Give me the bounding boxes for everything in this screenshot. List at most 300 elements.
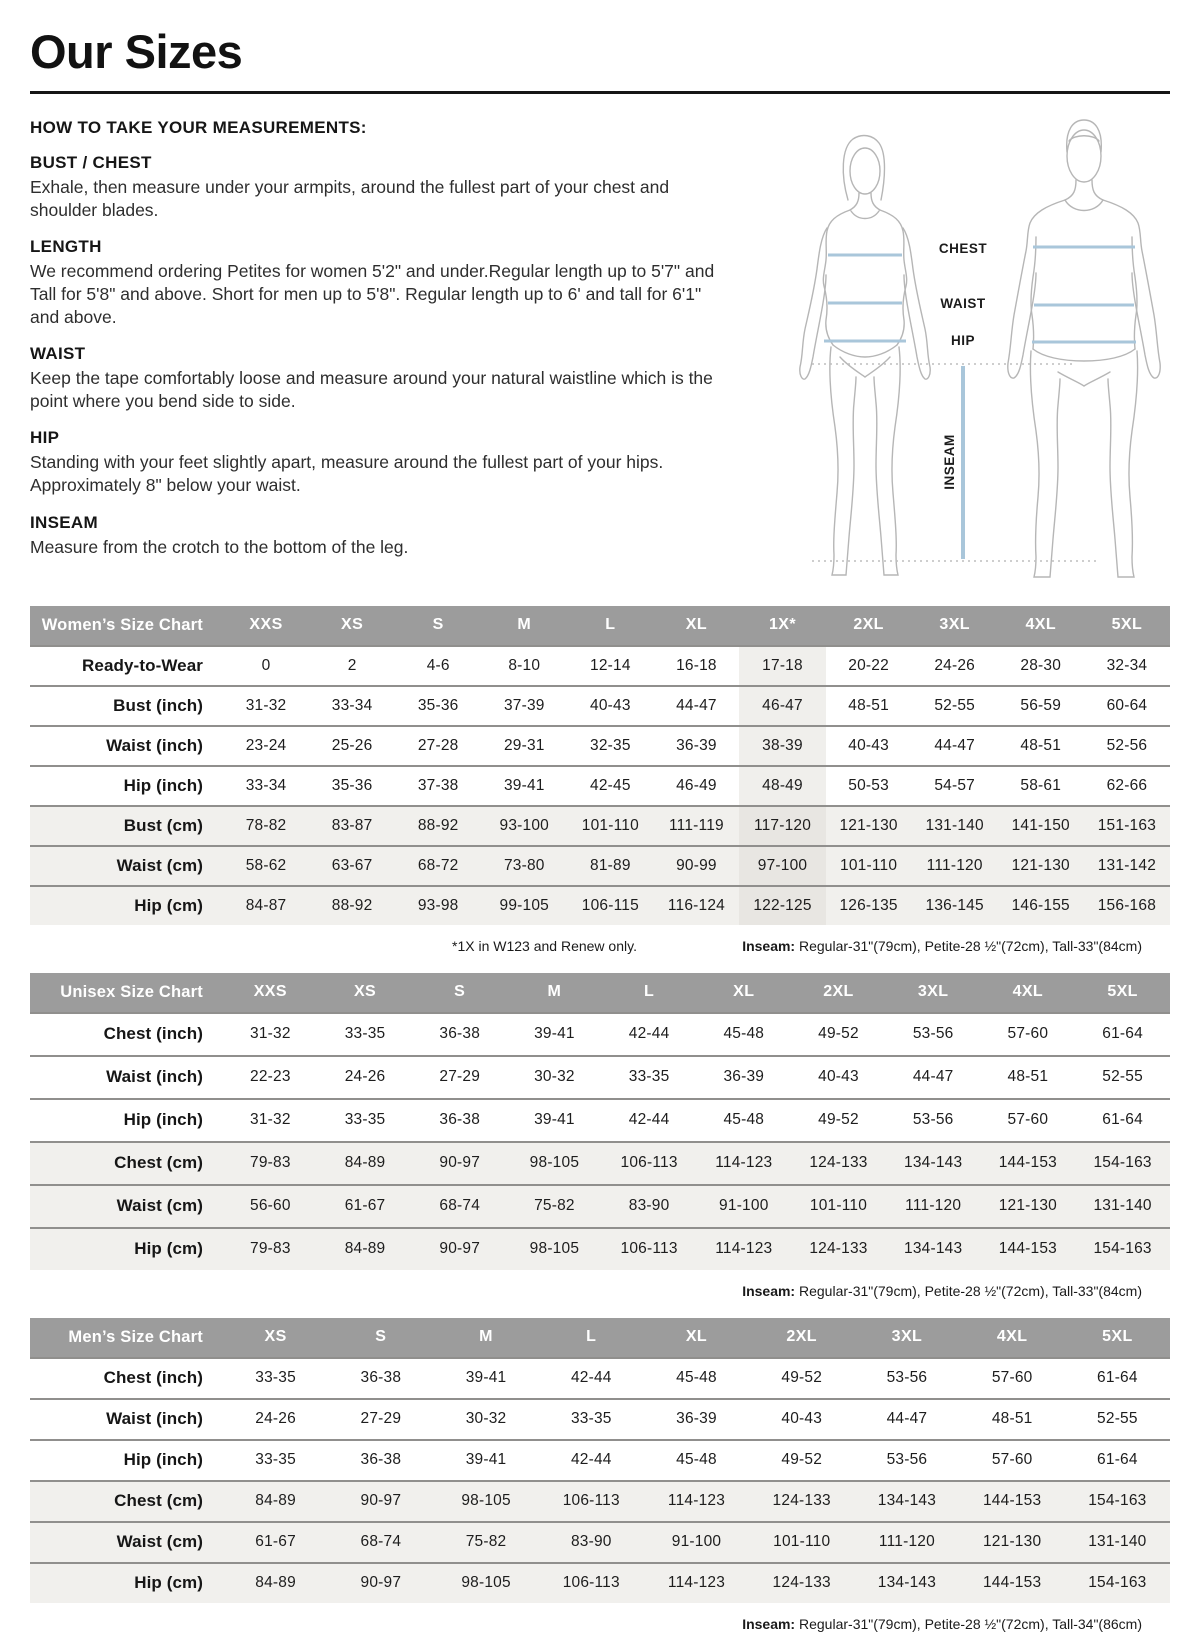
size-cell: 58-61 — [998, 766, 1084, 806]
column-header: 5XL — [1065, 1318, 1170, 1358]
size-cell: 49-52 — [749, 1358, 854, 1399]
table-row — [30, 1228, 1170, 1270]
size-cell: 42-44 — [602, 1099, 697, 1142]
column-header: XS — [309, 606, 395, 646]
size-cell: 45-48 — [644, 1440, 749, 1481]
size-cell: 46-49 — [653, 766, 739, 806]
male-figure-outline — [1008, 120, 1160, 577]
table-row — [30, 806, 1170, 846]
row-label: Bust (inch) — [30, 686, 223, 726]
size-cell: 84-89 — [318, 1228, 413, 1270]
size-cell: 156-168 — [1084, 886, 1170, 925]
size-cell: 52-56 — [1084, 726, 1170, 766]
size-cell: 121-130 — [998, 846, 1084, 886]
size-cell: 75-82 — [433, 1522, 538, 1563]
size-cell: 39-41 — [507, 1013, 602, 1056]
size-cell: 56-59 — [998, 686, 1084, 726]
size-cell: 114-123 — [644, 1481, 749, 1522]
size-cell: 134-143 — [886, 1142, 981, 1185]
size-cell: 54-57 — [912, 766, 998, 806]
size-cell: 126-135 — [826, 886, 912, 925]
size-cell: 12-14 — [567, 646, 653, 686]
unisex-chart-footnotes — [30, 1270, 1170, 1299]
size-cell: 50-53 — [826, 766, 912, 806]
section-label: INSEAM — [30, 512, 98, 532]
size-cell: 38-39 — [739, 726, 825, 766]
size-cell: 78-82 — [223, 806, 309, 846]
section-inseam — [30, 513, 770, 559]
size-cell: 58-62 — [223, 846, 309, 886]
size-cell: 124-133 — [749, 1481, 854, 1522]
row-label: Waist (inch) — [30, 1056, 223, 1099]
size-cell: 53-56 — [854, 1440, 959, 1481]
column-header: L — [602, 973, 697, 1013]
size-cell: 57-60 — [981, 1013, 1076, 1056]
size-cell: 27-29 — [412, 1056, 507, 1099]
size-cell: 101-110 — [567, 806, 653, 846]
size-cell: 27-29 — [328, 1399, 433, 1440]
size-cell: 46-47 — [739, 686, 825, 726]
size-cell: 99-105 — [481, 886, 567, 925]
womens-chart-footnotes — [30, 925, 1170, 954]
size-cell: 48-51 — [998, 726, 1084, 766]
size-cell: 131-142 — [1084, 846, 1170, 886]
size-cell: 93-100 — [481, 806, 567, 846]
size-cell: 28-30 — [998, 646, 1084, 686]
size-cell: 97-100 — [739, 846, 825, 886]
size-cell: 57-60 — [981, 1099, 1076, 1142]
title-divider — [30, 91, 1170, 94]
size-cell: 32-34 — [1084, 646, 1170, 686]
row-label: Hip (inch) — [30, 1440, 223, 1481]
size-cell: 117-120 — [739, 806, 825, 846]
size-cell: 68-74 — [412, 1185, 507, 1228]
size-cell: 114-123 — [644, 1563, 749, 1603]
size-cell: 40-43 — [749, 1399, 854, 1440]
unisex-size-chart-block — [30, 973, 1170, 1299]
size-cell: 121-130 — [981, 1185, 1076, 1228]
size-cell: 116-124 — [653, 886, 739, 925]
size-cell: 111-119 — [653, 806, 739, 846]
table-row — [30, 1013, 1170, 1056]
size-cell: 29-31 — [481, 726, 567, 766]
unisex-size-chart-container — [30, 973, 1170, 1270]
size-cell: 0 — [223, 646, 309, 686]
section-label: LENGTH — [30, 236, 102, 256]
size-cell: 84-89 — [318, 1142, 413, 1185]
size-cell: 111-120 — [886, 1185, 981, 1228]
table-row — [30, 1481, 1170, 1522]
table-row — [30, 846, 1170, 886]
size-cell: 4-6 — [395, 646, 481, 686]
header-row — [30, 1318, 1170, 1358]
row-label: Hip (cm) — [30, 1563, 223, 1603]
size-cell: 101-110 — [749, 1522, 854, 1563]
size-cell: 134-143 — [886, 1228, 981, 1270]
size-cell: 90-97 — [328, 1481, 433, 1522]
size-cell: 36-38 — [328, 1358, 433, 1399]
size-cell: 61-64 — [1065, 1358, 1170, 1399]
size-cell: 56-60 — [223, 1185, 318, 1228]
size-cell: 31-32 — [223, 1013, 318, 1056]
section-text: We recommend ordering Petites for women 5'2" and under.Regular length up to 5'7" and Tall for 5'8" and above. Short for men up to 5'8". Regular length up to 6' and tall for 6'1" and above. — [30, 260, 715, 328]
footnote-inseam-label: Inseam: — [742, 1615, 796, 1632]
size-cell: 24-26 — [318, 1056, 413, 1099]
size-cell: 35-36 — [395, 686, 481, 726]
footnote-inseam-text: Regular-31"(79cm), Petite-28 ½"(72cm), Tall-33"(84cm) — [795, 1282, 1142, 1299]
section-length — [30, 237, 770, 329]
size-cell: 23-24 — [223, 726, 309, 766]
size-cell: 33-35 — [318, 1013, 413, 1056]
column-header: M — [481, 606, 567, 646]
size-cell: 88-92 — [395, 806, 481, 846]
size-cell: 39-41 — [481, 766, 567, 806]
size-cell: 48-49 — [739, 766, 825, 806]
size-cell: 53-56 — [854, 1358, 959, 1399]
size-cell: 144-153 — [981, 1142, 1076, 1185]
size-cell: 141-150 — [998, 806, 1084, 846]
size-cell: 90-97 — [328, 1563, 433, 1603]
size-cell: 52-55 — [1075, 1056, 1170, 1099]
column-header: 1X* — [739, 606, 825, 646]
size-cell: 79-83 — [223, 1228, 318, 1270]
section-label: WAIST — [30, 344, 86, 364]
measurement-guide-section — [30, 114, 1170, 587]
size-cell: 106-113 — [602, 1142, 697, 1185]
column-header: M — [507, 973, 602, 1013]
size-cell: 73-80 — [481, 846, 567, 886]
size-cell: 27-28 — [395, 726, 481, 766]
size-cell: 101-110 — [826, 846, 912, 886]
size-cell: 39-41 — [507, 1099, 602, 1142]
size-cell: 36-38 — [328, 1440, 433, 1481]
size-cell: 62-66 — [1084, 766, 1170, 806]
size-cell: 90-99 — [653, 846, 739, 886]
size-cell: 52-55 — [1065, 1399, 1170, 1440]
size-cell: 32-35 — [567, 726, 653, 766]
size-cell: 37-38 — [395, 766, 481, 806]
size-cell: 40-43 — [791, 1056, 886, 1099]
size-cell: 33-35 — [602, 1056, 697, 1099]
size-cell: 39-41 — [433, 1440, 538, 1481]
size-cell: 44-47 — [653, 686, 739, 726]
size-cell: 57-60 — [960, 1440, 1065, 1481]
footnote-inseam-text: Regular-31"(79cm), Petite-28 ½"(72cm), Tall-34"(86cm) — [795, 1615, 1142, 1632]
size-cell: 63-67 — [309, 846, 395, 886]
size-cell: 134-143 — [854, 1481, 959, 1522]
size-cell: 49-52 — [749, 1440, 854, 1481]
size-cell: 98-105 — [433, 1481, 538, 1522]
size-cell: 111-120 — [912, 846, 998, 886]
size-cell: 45-48 — [696, 1099, 791, 1142]
footnote-inseam-label: Inseam: — [742, 1282, 796, 1299]
size-cell: 114-123 — [696, 1142, 791, 1185]
size-cell: 83-87 — [309, 806, 395, 846]
unisex-size-chart — [30, 973, 1170, 1270]
mens-chart-footnotes — [30, 1603, 1170, 1632]
size-cell: 24-26 — [912, 646, 998, 686]
size-cell: 131-140 — [1065, 1522, 1170, 1563]
row-label: Bust (cm) — [30, 806, 223, 846]
size-cell: 79-83 — [223, 1142, 318, 1185]
section-text: Standing with your feet slightly apart, measure around the fullest part of your hips. Approximately 8" below your waist. — [30, 452, 664, 496]
footnote-1x: *1X in W123 and Renew only. — [452, 937, 637, 954]
size-cell: 42-45 — [567, 766, 653, 806]
row-label: Waist (cm) — [30, 846, 223, 886]
size-cell: 83-90 — [539, 1522, 644, 1563]
size-cell: 33-35 — [539, 1399, 644, 1440]
section-bust-chest — [30, 153, 770, 222]
size-cell: 16-18 — [653, 646, 739, 686]
row-label: Ready-to-Wear — [30, 646, 223, 686]
column-header: L — [567, 606, 653, 646]
section-text: Measure from the crotch to the bottom of the leg. — [30, 536, 409, 557]
inseam-label: INSEAM — [942, 433, 957, 490]
chest-label: CHEST — [938, 240, 988, 256]
column-header: XL — [696, 973, 791, 1013]
size-cell: 61-67 — [318, 1185, 413, 1228]
size-cell: 84-89 — [223, 1563, 328, 1603]
column-header: XXS — [223, 606, 309, 646]
size-cell: 44-47 — [912, 726, 998, 766]
size-cell: 144-153 — [960, 1563, 1065, 1603]
size-cell: 106-113 — [602, 1228, 697, 1270]
column-header: M — [433, 1318, 538, 1358]
size-cell: 90-97 — [412, 1142, 507, 1185]
size-cell: 124-133 — [791, 1142, 886, 1185]
size-cell: 31-32 — [223, 686, 309, 726]
size-cell: 60-64 — [1084, 686, 1170, 726]
mens-size-chart — [30, 1318, 1170, 1603]
size-cell: 40-43 — [826, 726, 912, 766]
column-header: 5XL — [1084, 606, 1170, 646]
size-cell: 48-51 — [826, 686, 912, 726]
size-cell: 91-100 — [644, 1522, 749, 1563]
size-cell: 36-39 — [653, 726, 739, 766]
womens-size-chart-container — [30, 606, 1170, 925]
column-header: S — [412, 973, 507, 1013]
size-cell: 61-64 — [1075, 1099, 1170, 1142]
row-label: Chest (inch) — [30, 1013, 223, 1056]
mens-size-chart-container — [30, 1318, 1170, 1603]
size-cell: 61-64 — [1065, 1440, 1170, 1481]
size-cell: 33-34 — [309, 686, 395, 726]
page-title: Our Sizes — [30, 25, 243, 78]
row-label: Chest (cm) — [30, 1142, 223, 1185]
size-cell: 106-113 — [539, 1563, 644, 1603]
body-measurement-diagram — [770, 114, 1170, 587]
row-label: Hip (inch) — [30, 766, 223, 806]
column-header: 2XL — [826, 606, 912, 646]
size-cell: 45-48 — [644, 1358, 749, 1399]
section-text: Keep the tape comfortably loose and measure around your natural waistline which is the point where you bend side to side. — [30, 368, 713, 412]
table-row — [30, 766, 1170, 806]
size-cell: 31-32 — [223, 1099, 318, 1142]
section-hip — [30, 428, 770, 497]
size-cell: 61-67 — [223, 1522, 328, 1563]
column-header: 2XL — [791, 973, 886, 1013]
size-cell: 22-23 — [223, 1056, 318, 1099]
table-row — [30, 726, 1170, 766]
row-label: Hip (cm) — [30, 886, 223, 925]
size-cell: 134-143 — [854, 1563, 959, 1603]
size-cell: 131-140 — [1075, 1185, 1170, 1228]
header-row — [30, 973, 1170, 1013]
size-cell: 36-39 — [644, 1399, 749, 1440]
size-cell: 136-145 — [912, 886, 998, 925]
footnote-inseam — [742, 938, 1142, 954]
size-cell: 81-89 — [567, 846, 653, 886]
column-header: L — [539, 1318, 644, 1358]
size-cell: 35-36 — [309, 766, 395, 806]
size-cell: 83-90 — [602, 1185, 697, 1228]
column-header: 5XL — [1075, 973, 1170, 1013]
size-cell: 20-22 — [826, 646, 912, 686]
size-cell: 53-56 — [886, 1013, 981, 1056]
size-cell: 2 — [309, 646, 395, 686]
size-cell: 48-51 — [981, 1056, 1076, 1099]
footnote-inseam-label: Inseam: — [742, 937, 796, 954]
table-row — [30, 1522, 1170, 1563]
header-row — [30, 606, 1170, 646]
section-label: BUST / CHEST — [30, 152, 152, 172]
footnote-inseam — [742, 1283, 1142, 1299]
size-cell: 36-39 — [696, 1056, 791, 1099]
column-header: XS — [223, 1318, 328, 1358]
size-cell: 44-47 — [886, 1056, 981, 1099]
row-label: Waist (cm) — [30, 1522, 223, 1563]
size-cell: 36-38 — [412, 1099, 507, 1142]
size-cell: 42-44 — [539, 1440, 644, 1481]
female-figure-outline — [800, 135, 930, 574]
table-row — [30, 1358, 1170, 1399]
size-cell: 25-26 — [309, 726, 395, 766]
size-cell: 37-39 — [481, 686, 567, 726]
table-row — [30, 1563, 1170, 1603]
size-cell: 42-44 — [602, 1013, 697, 1056]
table-row — [30, 886, 1170, 925]
table-row — [30, 1440, 1170, 1481]
size-cell: 17-18 — [739, 646, 825, 686]
row-label: Chest (cm) — [30, 1481, 223, 1522]
size-cell: 33-35 — [318, 1099, 413, 1142]
table-row — [30, 686, 1170, 726]
column-header: XL — [644, 1318, 749, 1358]
size-cell: 42-44 — [539, 1358, 644, 1399]
size-cell: 122-125 — [739, 886, 825, 925]
section-waist — [30, 344, 770, 413]
size-cell: 68-72 — [395, 846, 481, 886]
row-label: Chest (inch) — [30, 1358, 223, 1399]
column-header: 4XL — [998, 606, 1084, 646]
measurement-instructions — [30, 114, 770, 587]
table-row — [30, 1399, 1170, 1440]
column-header: 3XL — [854, 1318, 959, 1358]
size-cell: 101-110 — [791, 1185, 886, 1228]
table-row — [30, 1142, 1170, 1185]
column-header: 2XL — [749, 1318, 854, 1358]
size-cell: 24-26 — [223, 1399, 328, 1440]
hip-label: HIP — [950, 332, 976, 348]
size-cell: 49-52 — [791, 1013, 886, 1056]
size-cell: 36-38 — [412, 1013, 507, 1056]
size-cell: 98-105 — [507, 1142, 602, 1185]
row-label: Hip (cm) — [30, 1228, 223, 1270]
size-cell: 146-155 — [998, 886, 1084, 925]
size-cell: 144-153 — [960, 1481, 1065, 1522]
size-cell: 154-163 — [1075, 1228, 1170, 1270]
table-row — [30, 1099, 1170, 1142]
womens-size-chart-block — [30, 606, 1170, 954]
table-row — [30, 646, 1170, 686]
size-cell: 33-34 — [223, 766, 309, 806]
column-header: S — [328, 1318, 433, 1358]
column-header: S — [395, 606, 481, 646]
row-label: Waist (inch) — [30, 726, 223, 766]
size-cell: 40-43 — [567, 686, 653, 726]
row-label: Waist (cm) — [30, 1185, 223, 1228]
size-cell: 68-74 — [328, 1522, 433, 1563]
measurement-figures-illustration — [770, 114, 1170, 582]
size-cell: 98-105 — [507, 1228, 602, 1270]
row-label: Waist (inch) — [30, 1399, 223, 1440]
size-cell: 90-97 — [412, 1228, 507, 1270]
size-cell: 114-123 — [696, 1228, 791, 1270]
womens-size-chart — [30, 606, 1170, 925]
column-header: 4XL — [960, 1318, 1065, 1358]
column-header: XS — [318, 973, 413, 1013]
size-cell: 53-56 — [886, 1099, 981, 1142]
size-cell: 111-120 — [854, 1522, 959, 1563]
column-header: 4XL — [981, 973, 1076, 1013]
size-cell: 45-48 — [696, 1013, 791, 1056]
footnote-inseam — [742, 1616, 1142, 1632]
size-cell: 52-55 — [912, 686, 998, 726]
table-title: Men’s Size Chart — [30, 1318, 223, 1358]
size-cell: 30-32 — [433, 1399, 538, 1440]
row-label: Hip (inch) — [30, 1099, 223, 1142]
size-cell: 154-163 — [1065, 1563, 1170, 1603]
footnote-inseam-text: Regular-31"(79cm), Petite-28 ½"(72cm), Tall-33"(84cm) — [795, 937, 1142, 954]
howto-heading: HOW TO TAKE YOUR MEASUREMENTS: — [30, 117, 367, 137]
size-cell: 84-89 — [223, 1481, 328, 1522]
column-header: XXS — [223, 973, 318, 1013]
size-cell: 48-51 — [960, 1399, 1065, 1440]
size-cell: 151-163 — [1084, 806, 1170, 846]
section-label: HIP — [30, 428, 60, 448]
size-cell: 93-98 — [395, 886, 481, 925]
column-header: XL — [653, 606, 739, 646]
size-cell: 57-60 — [960, 1358, 1065, 1399]
size-cell: 124-133 — [749, 1563, 854, 1603]
table-row — [30, 1056, 1170, 1099]
size-cell: 33-35 — [223, 1440, 328, 1481]
size-cell: 121-130 — [826, 806, 912, 846]
size-cell: 154-163 — [1075, 1142, 1170, 1185]
section-text: Exhale, then measure under your armpits, around the fullest part of your chest and shoulder blades. — [30, 176, 670, 220]
size-cell: 8-10 — [481, 646, 567, 686]
size-cell: 131-140 — [912, 806, 998, 846]
size-cell: 91-100 — [696, 1185, 791, 1228]
size-cell: 84-87 — [223, 886, 309, 925]
size-cell: 61-64 — [1075, 1013, 1170, 1056]
size-cell: 33-35 — [223, 1358, 328, 1399]
mens-size-chart-block — [30, 1318, 1170, 1632]
table-row — [30, 1185, 1170, 1228]
size-cell: 75-82 — [507, 1185, 602, 1228]
size-cell: 154-163 — [1065, 1481, 1170, 1522]
size-cell: 106-115 — [567, 886, 653, 925]
